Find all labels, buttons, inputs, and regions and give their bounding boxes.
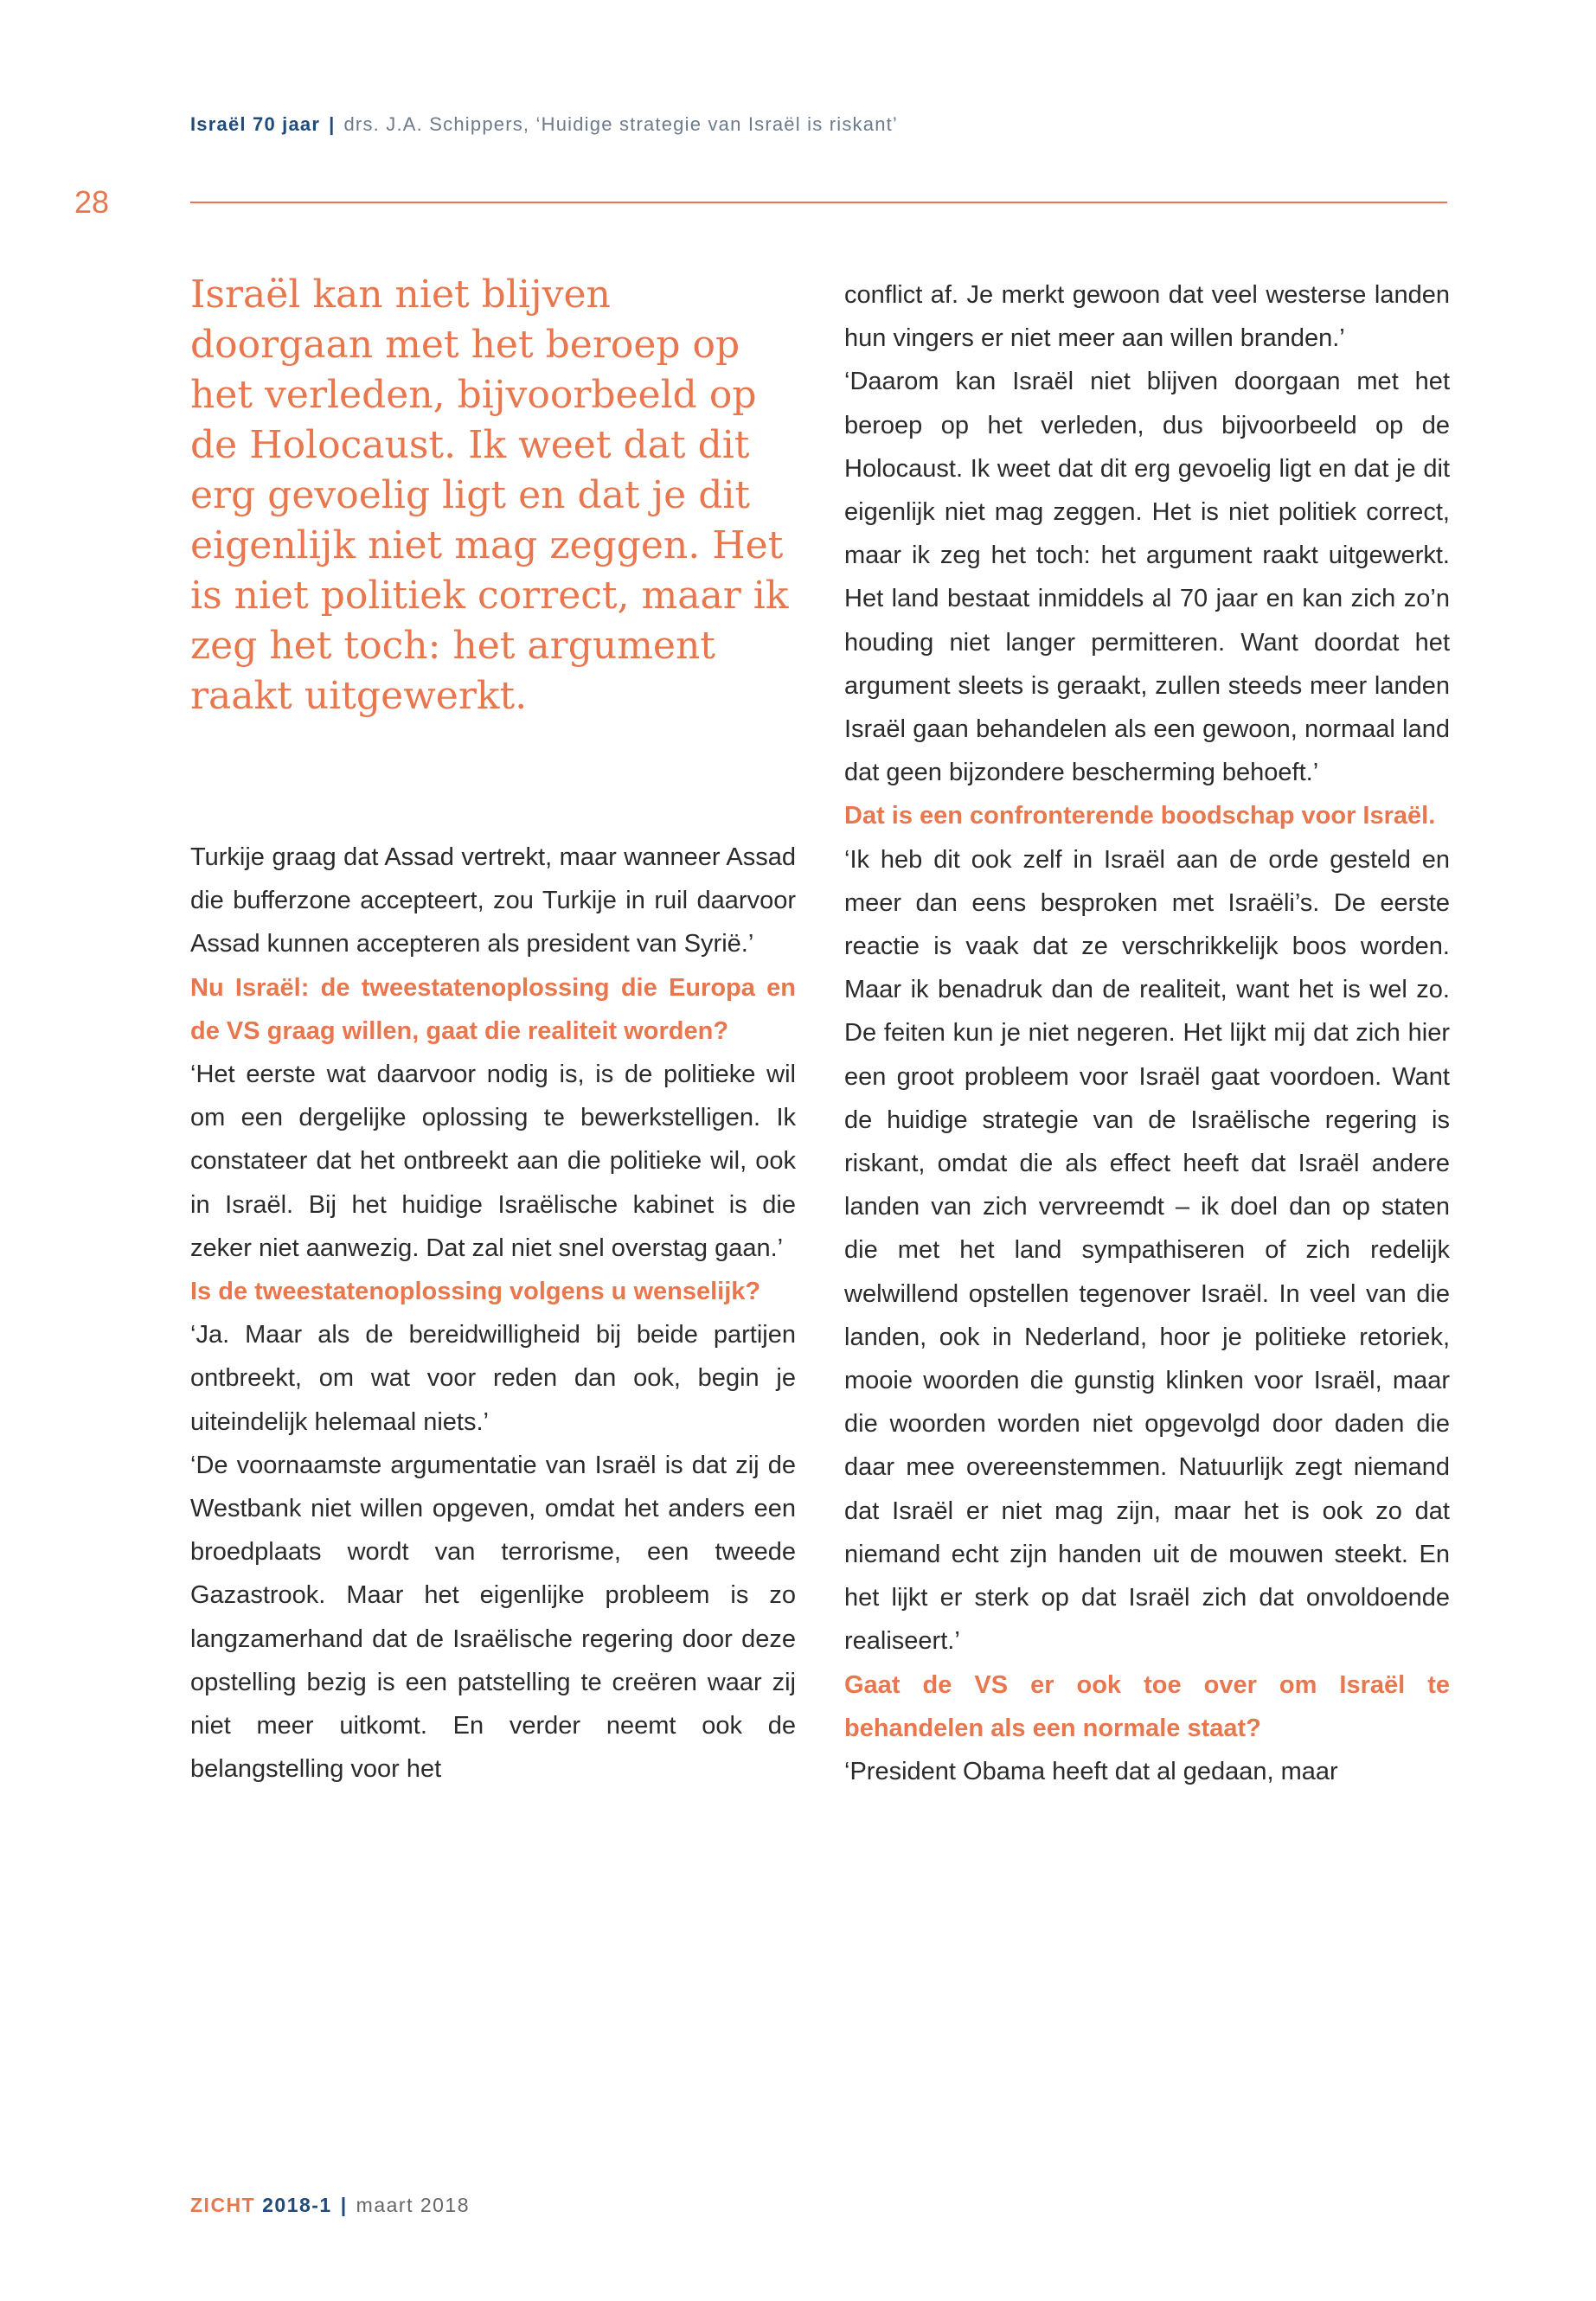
interview-question: Gaat de VS er ook toe over om Israël te behandelen als een normale staat? [844,1670,1450,1742]
running-header [190,113,898,136]
interview-question: Nu Israël: de tweestatenoplossing die Europa en de VS graag willen, gaat die realiteit worden? [190,973,796,1045]
footer-date: maart 2018 [356,2194,471,2216]
paragraph: ‘President Obama heeft dat al gedaan, maar [844,1757,1338,1785]
pull-quote: Israël kan niet blijven doorgaan met het beroep op het verleden, bijvoorbeeld op de Holocaust. Ik weet dat dit erg gevoelig ligt en dat je dit eigenlijk niet mag zeggen. Het is niet politiek correct, maar ik zeg het toch: het argument raakt uitgewerkt. [190,272,789,718]
right-column [844,273,1450,1793]
interview-question: Is de tweestatenoplossing volgens u wenselijk? [190,1278,761,1306]
paragraph: ‘Het eerste wat daarvoor nodig is, is de politieke wil om een dergelijke oplossing te bewerkstelligen. Ik constateer dat het ontbreekt aan die politieke wil, ook in Israël. Bij het huidige Israëlische kabinet is die zeker niet aanwezig. Dat zal niet snel overstag gaan.’ [190,1061,796,1262]
paragraph: ‘Ik heb dit ook zelf in Israël aan de orde gesteld en meer dan eens besproken met Israëli’s. De eerste reactie is vaak dat ze verschrikkelijk boos worden. Maar ik benadruk dan de realiteit, want het is wel zo. De feiten kun je niet negeren. Het lijkt mij dat zich hier een groot probleem voor Israël gaat voordoen. Want de huidige strategie van de Israëlische regering is riskant, omdat die als effect heeft dat Israël andere landen van zich vervreemdt – ik doel dan op staten die met het land sympathiseren of zich redelijk welwillend opstellen tegenover Israël. In veel van die landen, ook in Nederland, hoor je politieke retoriek, mooie woorden die gunstig klinken voor Israël, maar die woorden worden niet opgevolgd door daden die daar mee overeenstemmen. Natuurlijk zegt niemand dat Israël er niet mag zijn, maar het is ook zo dat niemand echt zijn handen uit de mouwen steekt. En het lijkt er sterk op dat Israël zich dat onvoldoende realiseert.’ [844,845,1450,1656]
page-footer [190,2194,470,2217]
footer-separator: | [340,2194,348,2216]
paragraph: ‘De voornaamste argumentatie van Israël is dat zij de Westbank niet willen opgeven, omdat het anders een broedplaats wordt van terrorisme, een tweede Gazastrook. Maar het eigenlijke probleem is zo langzamerhand dat de Israëlische regering door deze opstelling bezig is een patstelling te creëren waar zij niet meer uitkomt. En verder neemt ook de belangstelling voor het [190,1451,796,1784]
paragraph: Turkije graag dat Assad vertrekt, maar wanneer Assad die bufferzone accepteert, zou Turkije in ruil daarvoor Assad kunnen accepteren als president van Syrië.’ [190,843,796,958]
header-separator: | [329,113,336,135]
paragraph: conflict af. Je merkt gewoon dat veel westerse landen hun vingers er niet meer aan willen branden.’ [844,281,1450,353]
paragraph: ‘Ja. Maar als de bereidwilligheid bij beide partijen ontbreekt, om wat voor reden dan ook, begin je uiteindelijk helemaal niets.’ [190,1321,796,1436]
footer-magazine: ZICHT [190,2194,256,2216]
header-divider [190,202,1447,203]
interview-question: Dat is een confronterende boodschap voor Israël. [844,802,1436,830]
paragraph: ‘Daarom kan Israël niet blijven doorgaan met het beroep op het verleden, dus bijvoorbeeld op de Holocaust. Ik weet dat dit erg gevoelig ligt en dat je dit eigenlijk niet mag zeggen. Het is niet politiek correct, maar ik zeg het toch: het argument raakt uitgewerkt. Het land bestaat inmiddels al 70 jaar en kan zich zo’n houding niet langer permitteren. Want doordat het argument sleets is geraakt, zullen steeds meer landen Israël gaan behandelen als een gewoon, normaal land dat geen bijzondere bescherming behoeft.’ [844,368,1450,787]
left-column [190,836,796,1791]
header-subtitle: drs. J.A. Schippers, ‘Huidige strategie van Israël is riskant’ [343,113,899,135]
page-number: 28 [74,184,110,220]
header-title: Israël 70 jaar [190,113,321,135]
footer-issue: 2018-1 [262,2194,332,2216]
